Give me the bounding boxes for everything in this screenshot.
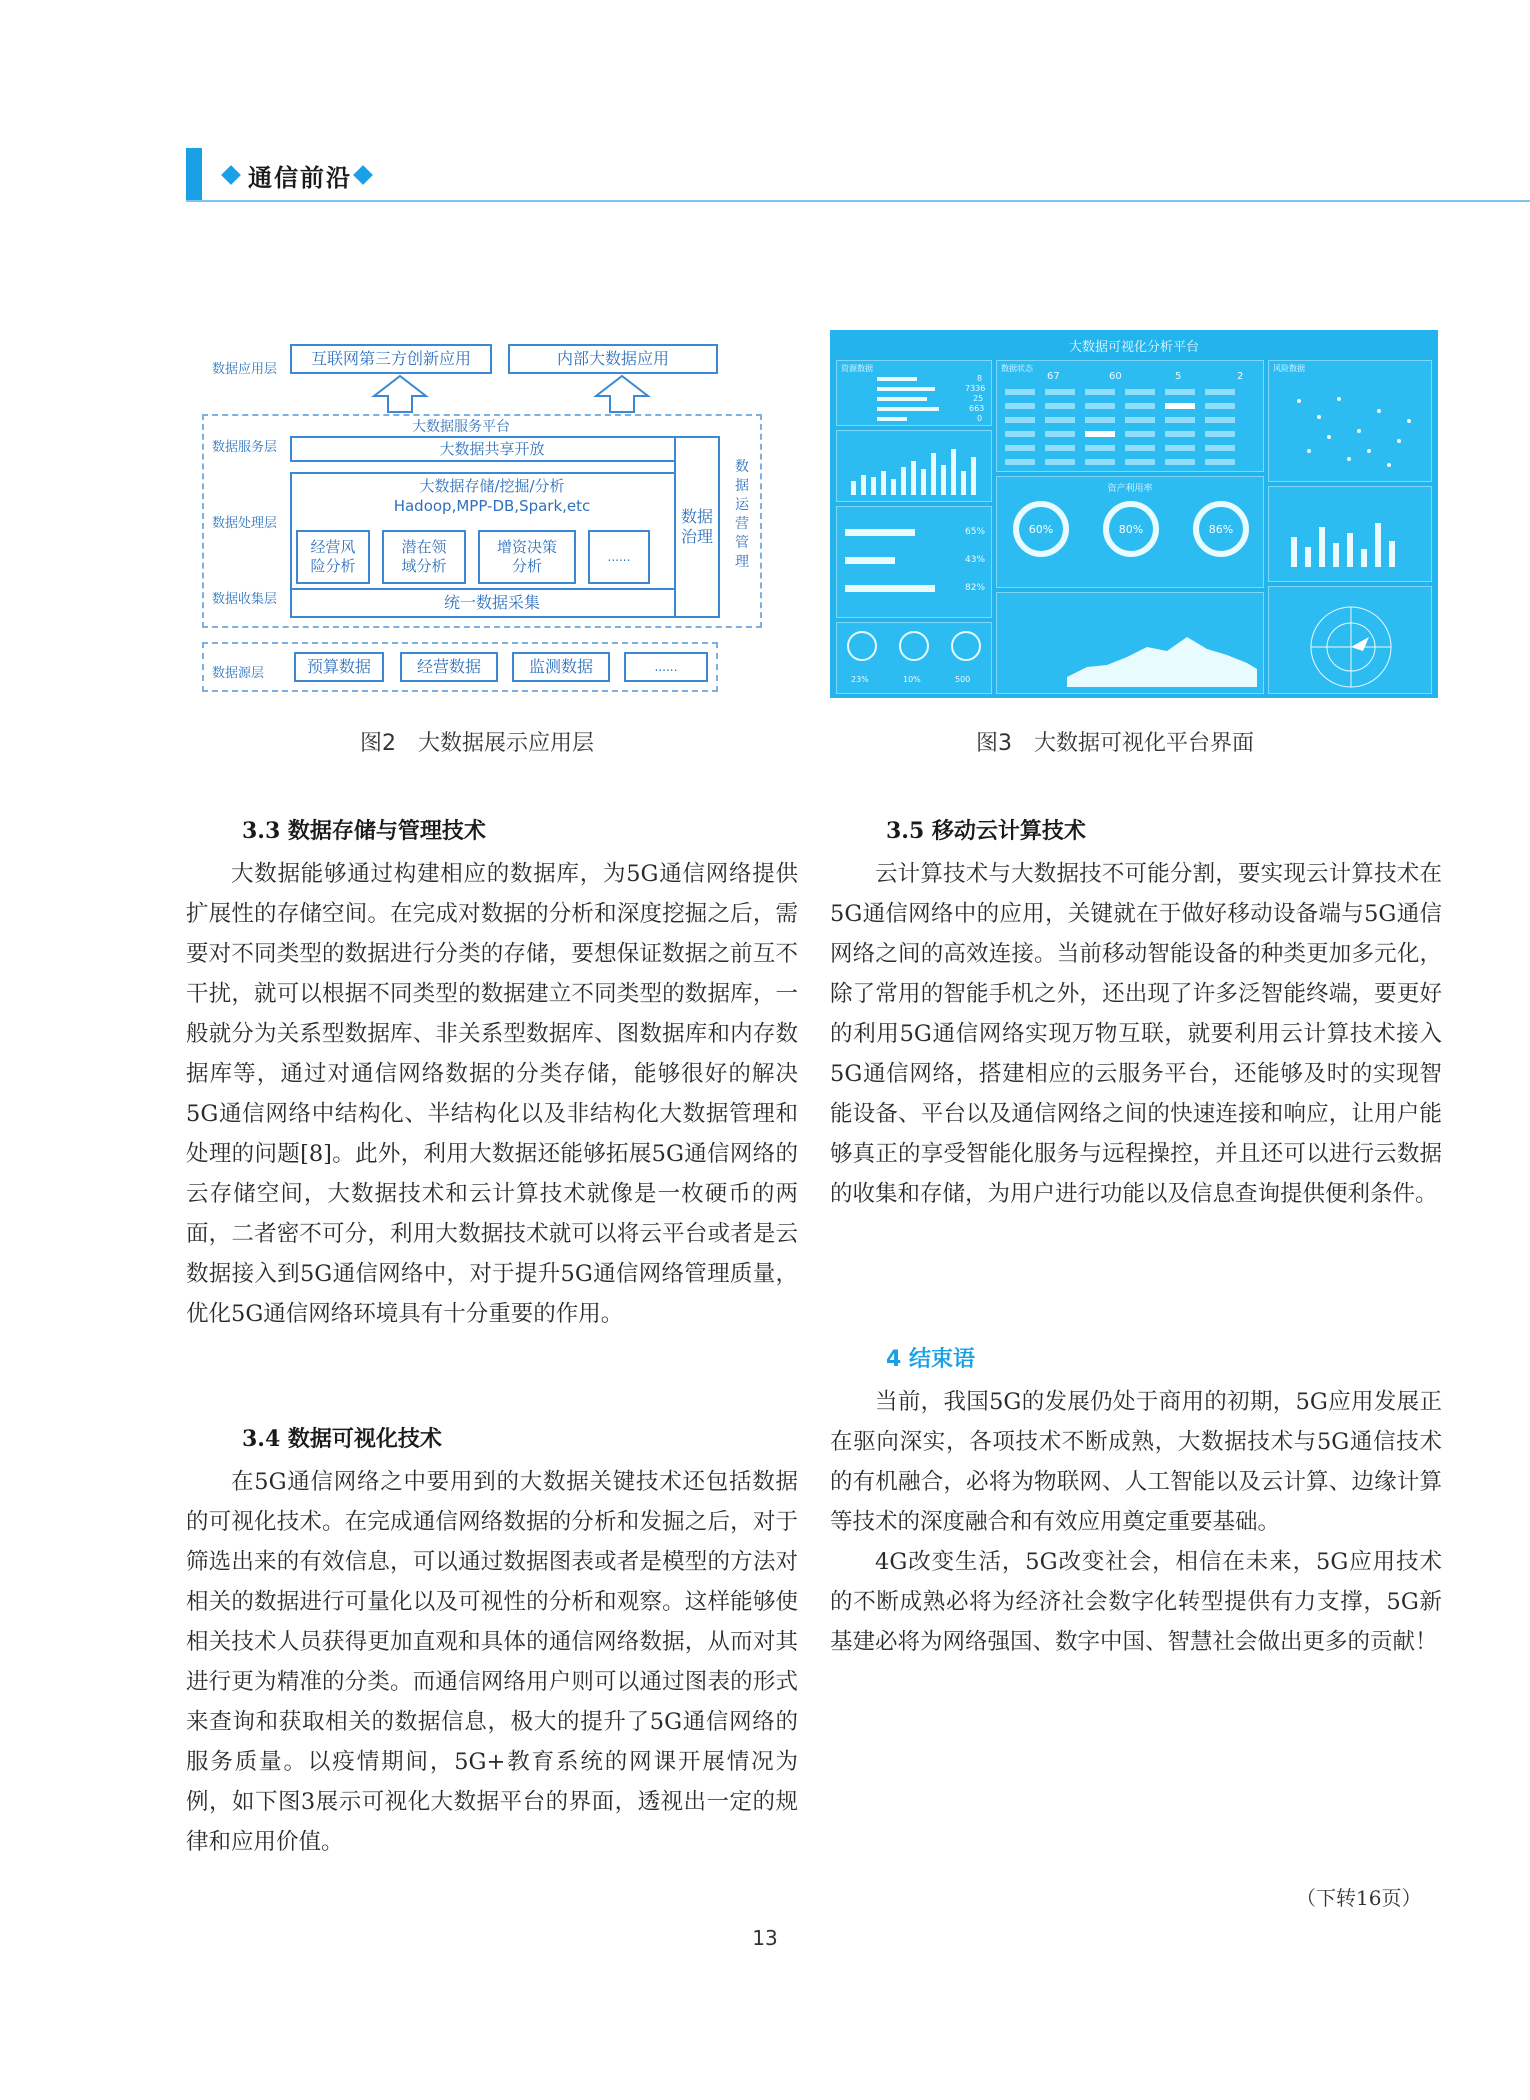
- mini-bar-chart: [1269, 487, 1433, 583]
- area-chart: [1067, 607, 1257, 687]
- stat-bar: [877, 407, 939, 411]
- header-rule: [186, 200, 1530, 202]
- processing-subtitle: Hadoop,MPP-DB,Spark,etc: [393, 497, 591, 515]
- ring-gauge: 60%: [1013, 501, 1069, 557]
- stat-value: 25: [973, 394, 984, 403]
- analysis-box: 增资决策 分析: [478, 530, 576, 584]
- header-accent-bar: [186, 148, 202, 202]
- stat-bar: [877, 377, 917, 381]
- gauge-icon: [899, 631, 929, 661]
- source-box: 经营数据: [400, 652, 498, 682]
- asset-panel: [996, 476, 1264, 588]
- source-box: 监测数据: [512, 652, 610, 682]
- paragraph-3-4: [186, 1462, 798, 1862]
- analysis-box: 经营风 险分析: [296, 530, 370, 584]
- heading-3-4: 3.4 数据可视化技术: [242, 1426, 442, 1452]
- paragraph-text: 大数据能够通过构建相应的数据库，为5G通信网络提供扩展性的存储空间。在完成对数据的分析和深度挖掘之后，需要对不同类型的数据进行分类的存储，要想保证数据之前互不干扰，就可以根据不同类型的数据建立不同类型的数据库，一般就分为关系型数据库、非关系型数据库、图数据库和内存数据库等，通过对通信网络数据的分类存储，能够很好的解决5G通信网络中结构化、半结构化以及非结构化大数据管理和处理的问题[8]。此外，利用大数据还能够拓展5G通信网络的云存储空间，大数据技术和云计算技术就像是一枚硬币的两面，二者密不可分，利用大数据技术就可以将云平台或者是云数据接入到5G通信网络中，对于提升5G通信网络管理质量，优化5G通信网络环境具有十分重要的作用。: [186, 861, 798, 1327]
- figure-3-caption: 图3 大数据可视化平台界面: [976, 731, 1254, 756]
- layer-label: 数据源层: [212, 666, 265, 681]
- percent-value: 43%: [965, 555, 986, 565]
- service-open-box: 大数据共享开放: [290, 436, 694, 462]
- paragraph-3-3: [186, 854, 798, 1334]
- panel-title: 资源数据: [841, 364, 873, 373]
- bar-chart-panel: [836, 430, 992, 502]
- stat-value: 0: [977, 414, 983, 423]
- gauge-icon: [847, 631, 877, 661]
- section-title: 通信前沿: [248, 164, 352, 192]
- paragraph-text: 4G改变生活，5G改变社会，相信在未来，5G应用技术的不断成熟必将为经济社会数字化转型提供有力支撑，5G新基建必将为网络强国、数字中国、智慧社会做出更多的贡献！: [830, 1549, 1442, 1655]
- panel-title: 资产利用率: [1107, 484, 1153, 494]
- processing-title: 大数据存储/挖掘/分析: [419, 477, 565, 495]
- area-panel: [996, 592, 1264, 694]
- governance-box: 数据 治理: [674, 436, 720, 618]
- paragraph-text: 当前，我国5G的发展仍处于商用的初期，5G应用发展正在驱向深实，各项技术不断成熟，大数据技术与5G通信技术的有机融合，必将为物联网、人工智能以及云计算、边缘计算等技术的深度融合和有效应用奠定重要基础。: [830, 1389, 1442, 1535]
- up-arrow-icon: [592, 374, 652, 414]
- radar-panel: [1268, 586, 1432, 694]
- diamond-icon: [221, 165, 241, 185]
- right-bar-panel: [1268, 486, 1432, 582]
- service-platform-label: 大数据服务平台: [412, 419, 510, 435]
- layer-label: 数据处理层: [212, 516, 278, 531]
- stat-value: 7336: [965, 384, 986, 393]
- gauge-panel: [836, 622, 992, 694]
- heading-3-5: 3.5 移动云计算技术: [886, 818, 1086, 844]
- stat-bar: [877, 397, 927, 401]
- diamond-icon: [353, 165, 373, 185]
- state-grid: [1005, 389, 1257, 469]
- resource-panel: [836, 360, 992, 426]
- layer-label: 数据服务层: [212, 440, 278, 455]
- stat-bar: [877, 417, 907, 421]
- figure-2-diagram: [200, 340, 780, 700]
- analysis-box: ......: [588, 530, 650, 584]
- source-box: ......: [624, 652, 708, 682]
- gauge-value: 23%: [851, 675, 869, 684]
- page-number: 13: [752, 1926, 778, 1950]
- panel-title: 风险数据: [1273, 364, 1305, 373]
- app-box: 互联网第三方创新应用: [290, 344, 492, 374]
- collection-box: 统一数据采集: [290, 588, 694, 618]
- layer-label: 数据应用层: [212, 362, 278, 377]
- risk-panel: [1268, 360, 1432, 482]
- layer-label: 数据收集层: [212, 592, 278, 607]
- dashboard-title: 大数据可视化分析平台: [1068, 340, 1199, 355]
- percent-bar: [845, 557, 895, 564]
- gauge-icon: [951, 631, 981, 661]
- ops-label: 数 据 运 营 管 理: [735, 459, 749, 570]
- paragraph-text: 云计算技术与大数据技不可能分割，要实现云计算技术在5G通信网络中的应用，关键就在于做好移动设备端与5G通信网络之间的高效连接。当前移动智能设备的种类更加多元化，除了常用的智能手机之外，还出现了许多泛智能终端，要更好的利用5G通信网络实现万物互联，就要利用云计算技术接入5G通信网络，搭建相应的云服务平台，还能够及时的实现智能设备、平台以及通信网络之间的快速连接和响应，让用户能够真正的享受智能化服务与远程操控，并且还可以进行云数据的收集和存储，为用户进行功能以及信息查询提供便利条件。: [830, 861, 1442, 1207]
- percent-value: 82%: [965, 583, 986, 593]
- percent-panel: [836, 506, 992, 618]
- app-box: 内部大数据应用: [508, 344, 718, 374]
- paragraph-text: 在5G通信网络之中要用到的大数据关键技术还包括数据的可视化技术。在完成通信网络数据的分析和发掘之后，对于筛选出来的有效信息，可以通过数据图表或者是模型的方法对相关的数据进行可量化以及可视性的分析和观察。这样能够使相关技术人员获得更加直观和具体的通信网络数据，从而对其进行更为精准的分类。而通信网络用户则可以通过图表的形式来查询和获取相关的数据信息，极大的提升了5G通信网络的服务质量。以疫情期间，5G+教育系统的网课开展情况为例，如下图3展示可视化大数据平台的界面，透视出一定的规律和应用价值。: [186, 1469, 798, 1855]
- state-value: 67: [1047, 371, 1060, 382]
- scatter-chart: [1279, 381, 1423, 477]
- gauge-value: 10%: [903, 675, 921, 684]
- percent-bar: [845, 529, 915, 536]
- state-value: 60: [1109, 371, 1122, 382]
- stat-bar: [877, 387, 935, 391]
- percent-value: 65%: [965, 527, 986, 537]
- state-value: 2: [1237, 371, 1244, 382]
- paragraph-3-5: [830, 854, 1442, 1214]
- heading-3-3: 3.3 数据存储与管理技术: [242, 818, 486, 844]
- panel-title: 数据状态: [1001, 364, 1033, 373]
- heading-4: 4 结束语: [886, 1347, 975, 1372]
- up-arrow-icon: [370, 374, 430, 414]
- stat-value: 8: [977, 374, 983, 383]
- ring-gauge: 86%: [1193, 501, 1249, 557]
- state-panel: [996, 360, 1264, 472]
- analysis-box: 潜在领 域分析: [382, 530, 466, 584]
- gauge-value: 500: [955, 675, 971, 684]
- figure-3-dashboard: [830, 330, 1438, 698]
- source-box: 预算数据: [294, 652, 384, 682]
- mini-bar-chart: [837, 431, 993, 503]
- percent-bar: [845, 585, 935, 592]
- radar-chart: [1269, 587, 1433, 695]
- ring-gauge: 80%: [1103, 501, 1159, 557]
- continued-note: （下转16页）: [1296, 1886, 1422, 1910]
- paragraph-4: [830, 1382, 1442, 1662]
- state-value: 5: [1175, 371, 1182, 382]
- figure-2-caption: 图2 大数据展示应用层: [360, 731, 594, 756]
- stat-value: 663: [969, 404, 985, 413]
